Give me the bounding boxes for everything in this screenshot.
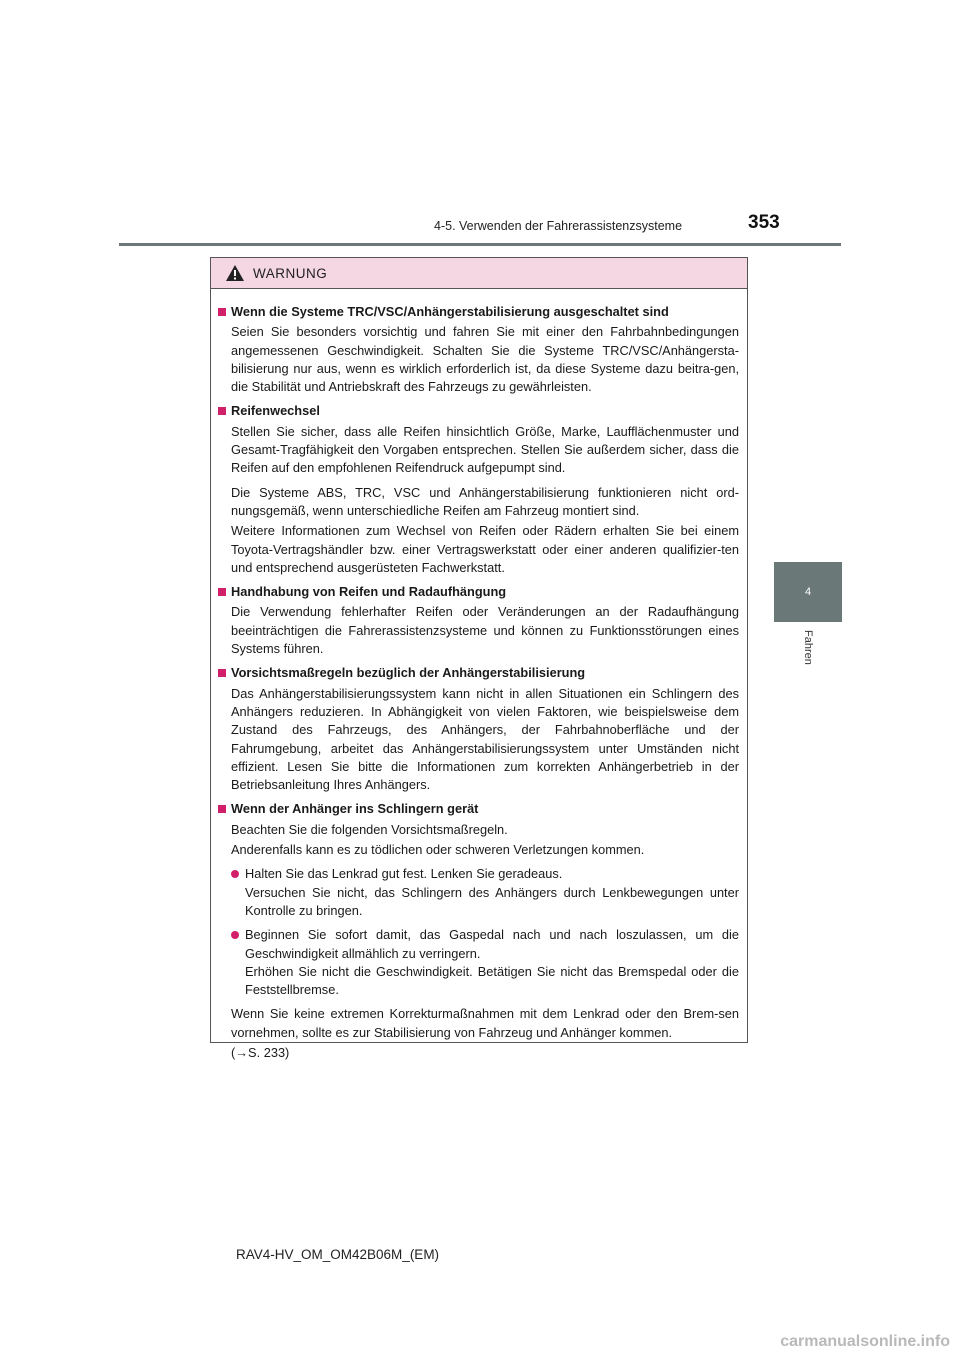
header-rule [119,243,841,246]
round-bullet-icon [231,870,239,878]
chapter-label: Fahren [802,630,814,665]
section-paragraph: Beachten Sie die folgenden Vorsichtsmaßregeln. [231,821,508,837]
page-number: 353 [748,212,780,233]
warning-triangle-icon [225,264,245,282]
watermark: carmanualsonline.info [780,1333,950,1350]
section-paragraph: Anderenfalls kann es zu tödlichen oder schweren Verletzungen kommen. [231,842,645,858]
warning-section [218,583,739,658]
warning-section [218,402,739,577]
chapter-tab[interactable] [774,562,842,622]
bullet-item [231,926,739,999]
section-header: 4-5. Verwenden der Fahrerassistenzsysteme [434,219,683,233]
model-code: RAV4-HV_OM_OM42B06M_(EM) [236,1247,440,1262]
warning-section [218,664,739,794]
section-title: Vorsichtsmaßregeln bezüglich der Anhängerstabilisierung [218,664,739,682]
warning-section [218,303,739,396]
warning-body [211,289,747,1062]
section-paragraph: Weitere Informationen zum Wechsel von Reifen oder Rädern erhalten Sie bei einem Toyota-Vertragshändler bzw. einer Vertragswerkstatt oder einer anderen qualifizier-ten und entsprechend ausgerüsteten Fachwerkstatt. [231,523,739,575]
square-bullet-icon [218,407,226,415]
square-bullet-icon [218,308,226,316]
section-paragraph: Wenn Sie keine extremen Korrekturmaßnahmen mit dem Lenkrad oder den Brem-sen vornehmen, sollte es zur Stabilisierung von Fahrzeug und Anhänger kommen. [231,1006,739,1040]
bullet-line: Halten Sie das Lenkrad gut fest. Lenken Sie geradeaus. [245,866,563,882]
section-paragraph: Seien Sie besonders vorsichtig und fahren Sie mit einer den Fahrbahnbedingungen angemessenen Geschwindigkeit. Schalten Sie die Systeme TRC/VSC/Anhängersta-bilisierung nur aus, wenn es wirklich erforderlich ist, da diese Systeme dazu beitra-gen, die Stabilität und Antriebskraft des Fahrzeugs zu gewährleisten. [231,324,739,395]
warning-header [211,258,747,289]
warning-section [218,800,739,1062]
section-paragraph: Die Systeme ABS, TRC, VSC und Anhängerstabilisierung funktionieren nicht ord-nungsgemäß, wenn unterschiedliche Reifen am Fahrzeug montiert sind. [231,484,739,518]
section-paragraph: Das Anhängerstabilisierungssystem kann nicht in allen Situationen ein Schlingern des Anhängers reduzieren. In Abhängigkeit von vielen Faktoren, wie beispielsweise dem Zustand des Fahrzeugs, des Anhängers, der Fahrbahnoberfläche und der Fahrumgebung, arbeitet das Anhängerstabilisierungssystem unter Umständen nicht effizient. Lesen Sie bitte die Informationen zum korrekten Anhängerbetrieb in der Betriebsanleitung Ihres Anhängers. [231,685,739,793]
section-title: Wenn der Anhänger ins Schlingern gerät [218,800,739,818]
section-paragraph: Stellen Sie sicher, dass alle Reifen hinsichtlich Größe, Marke, Laufflächenmuster und Gesamt-Tragfähigkeit den Vorgaben entsprechen. Stellen Sie außerdem sicher, dass die Reifen auf den empfohlenen Reifendruck aufgepumpt sind. [231,423,739,476]
bullet-line: Versuchen Sie nicht, das Schlingern des Anhängers durch Lenkbewegungen unter Kontrolle zu bringen. [245,884,739,918]
section-title: Wenn die Systeme TRC/VSC/Anhängerstabilisierung ausgeschaltet sind [218,303,739,321]
page-reference[interactable]: (→S. 233) [231,1044,290,1060]
warning-title: WARNUNG [253,265,328,281]
bullet-line: Erhöhen Sie nicht die Geschwindigkeit. Betätigen Sie nicht das Bremspedal oder die Feststellbremse. [245,963,739,998]
section-title: Reifenwechsel [218,402,739,420]
square-bullet-icon [218,588,226,596]
round-bullet-icon [231,931,239,939]
chapter-number: 4 [804,586,812,598]
warning-box [210,257,748,1060]
section-paragraph: Die Verwendung fehlerhafter Reifen oder Veränderungen an der Radaufhängung beeinträchtigen die Fahrerassistenzsysteme und können zu Funktionsstörungen eines Systems führen. [231,604,739,657]
square-bullet-icon [218,805,226,813]
square-bullet-icon [218,669,226,677]
bullet-line: Beginnen Sie sofort damit, das Gaspedal nach und nach loszulassen, um die Geschwindigkeit allmählich zu verringern. [245,927,739,961]
bullet-item [231,865,739,920]
section-title: Handhabung von Reifen und Radaufhängung [218,583,739,601]
